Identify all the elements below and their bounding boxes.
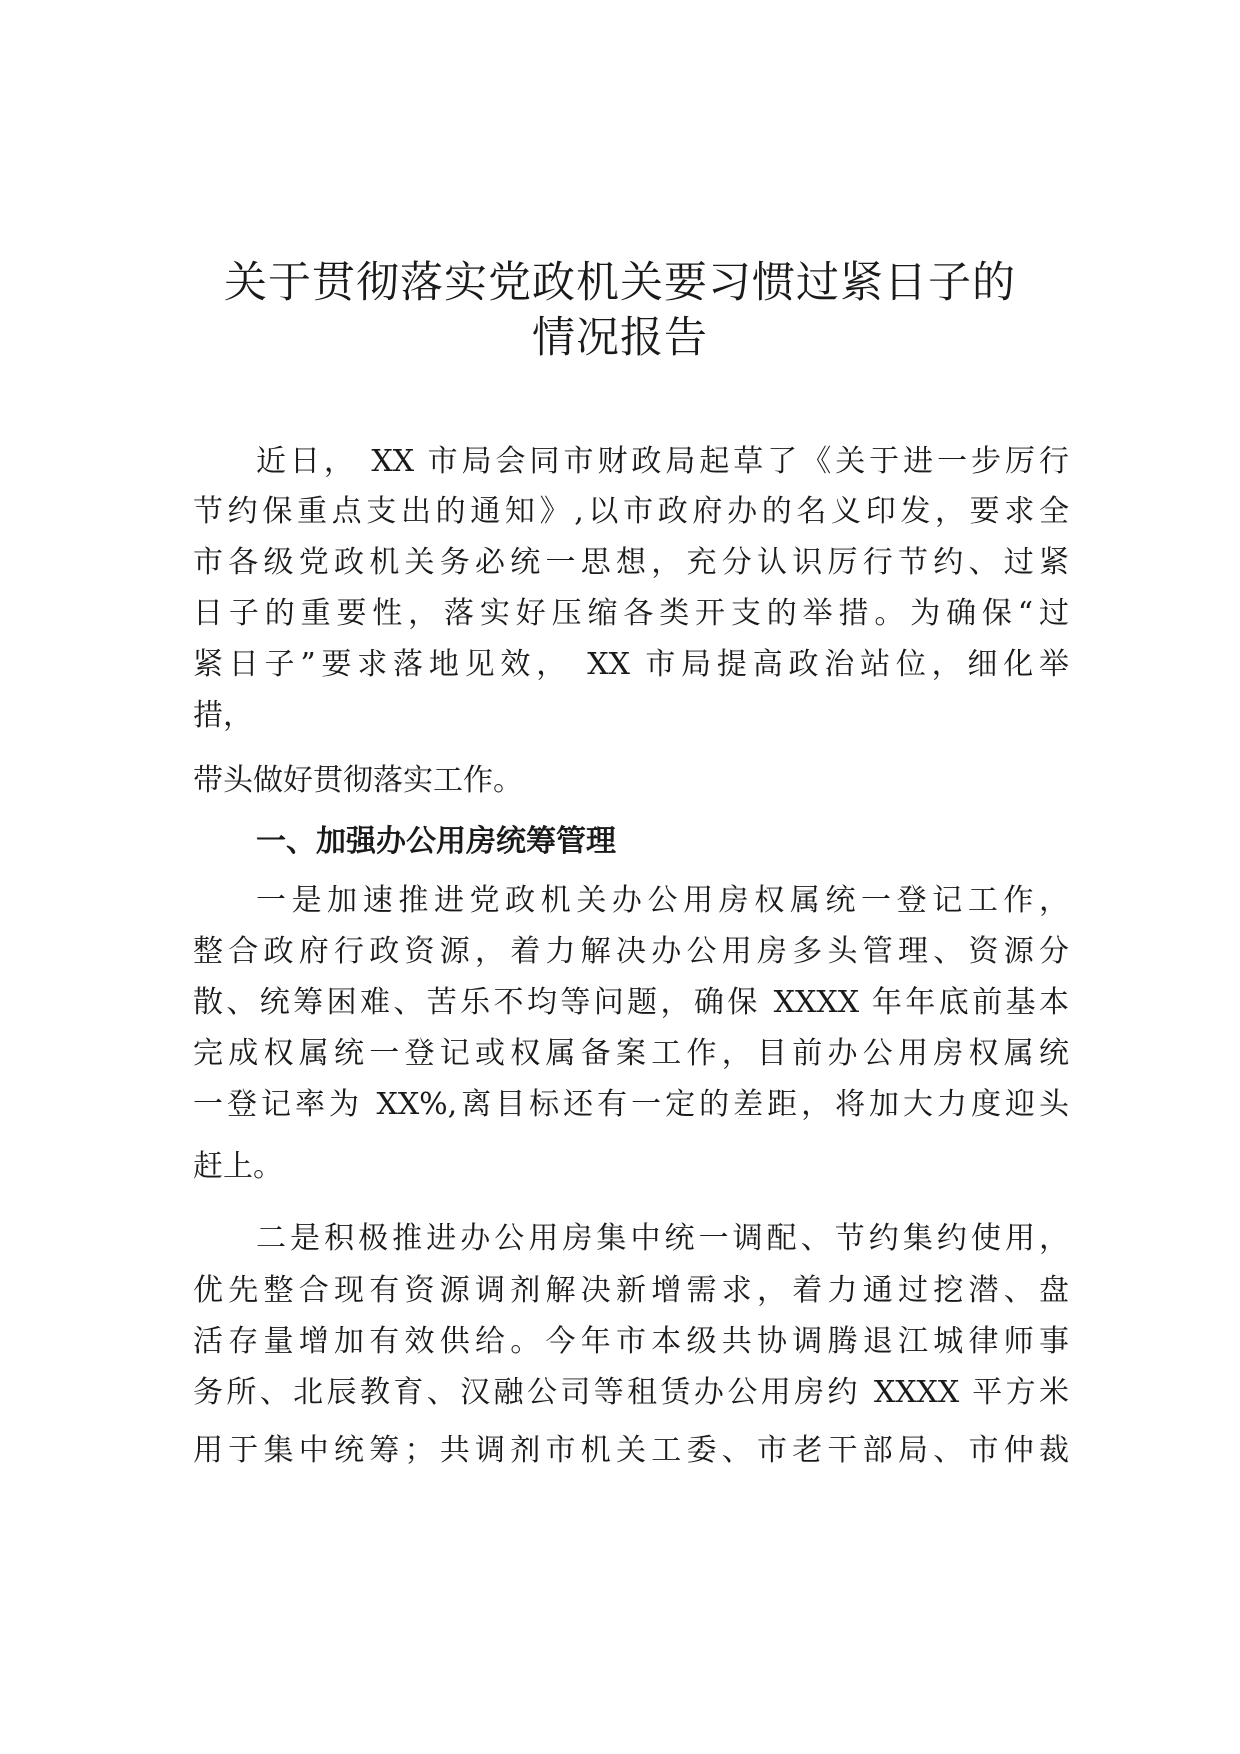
paragraph-line: 务所、北辰教育、汉融公司等租赁办公用房约 XXXX 平方米 <box>193 1375 1069 1410</box>
paragraph-line: 活存量增加有效供给。今年市本级共协调腾退江城律师事 <box>193 1324 1069 1359</box>
paragraph-line: 完成权属统一登记或权属备案工作，目前办公用房权属统 <box>193 1036 1069 1071</box>
intro-line: 紧日子”要求落地见效， XX 市局提高政治站位，细化举 <box>193 647 1069 682</box>
intro-line: 带头做好贯彻落实工作。 <box>193 763 523 798</box>
paragraph-line: 用于集中统筹；共调剂市机关工委、市老干部局、市仲裁 <box>193 1433 1069 1468</box>
paragraph-line: 整合政府行政资源，着力解决办公用房多头管理、资源分 <box>193 934 1069 969</box>
section-heading: 一、加强办公用房统筹管理 <box>256 824 616 859</box>
paragraph-line: 一是加速推进党政机关办公用房权属统一登记工作， <box>256 883 1069 918</box>
paragraph-line: 赶上。 <box>193 1149 283 1184</box>
paragraph-line: 二是积极推进办公用房集中统一调配、节约集约使用， <box>256 1221 1069 1256</box>
intro-line: 市各级党政机关务必统一思想，充分认识厉行节约、过紧 <box>193 545 1069 580</box>
document-title-line-1: 关于贯彻落实党政机关要习惯过紧日子的 <box>224 258 1016 308</box>
document-title-line-2: 情况报告 <box>532 313 708 363</box>
paragraph-line: 散、统筹困难、苦乐不均等问题，确保 XXXX 年年底前基本 <box>193 985 1069 1020</box>
intro-line: 节约保重点支出的通知》,以市政府办的名义印发，要求全 <box>193 494 1069 529</box>
intro-line: 日子的重要性，落实好压缩各类开支的举措。为确保“过 <box>193 596 1069 631</box>
intro-line: 措， <box>193 698 253 733</box>
paragraph-line: 优先整合现有资源调剂解决新增需求，着力通过挖潜、盘 <box>193 1273 1069 1308</box>
intro-line: 近日， XX 市局会同市财政局起草了《关于进一步厉行 <box>256 444 1069 479</box>
paragraph-line: 一登记率为 XX%,离目标还有一定的差距，将加大力度迎头 <box>193 1087 1069 1122</box>
